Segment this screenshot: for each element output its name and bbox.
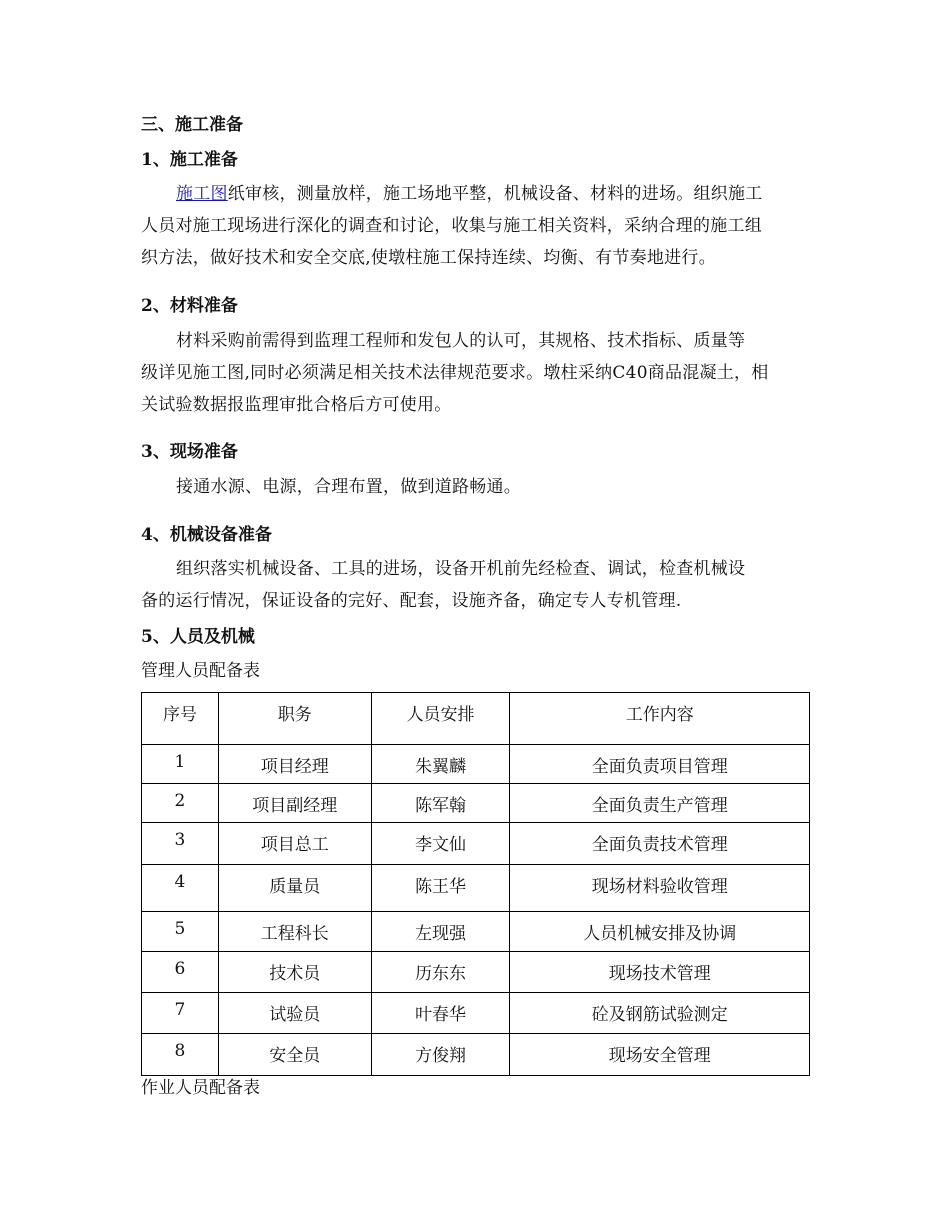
cell-duty: 全面负责项目管理 (510, 745, 810, 784)
cell-person: 陈军翰 (371, 784, 510, 823)
cell-person: 朱翼麟 (371, 745, 510, 784)
cell-duty: 现场技术管理 (510, 952, 810, 993)
paragraph-line: 备的运行情况，保证设备的完好、配套，设施齐备，确定专人专机管理. (141, 591, 682, 611)
heading-staff-machinery: 5、人员及机械 (141, 627, 255, 647)
cell-duty: 砼及钢筋试验测定 (510, 993, 810, 1034)
cell-person: 叶春华 (371, 993, 510, 1034)
cell-duty: 现场材料验收管理 (510, 865, 810, 912)
table-row (142, 865, 810, 912)
cell-duty: 现场安全管理 (510, 1034, 810, 1076)
cell-duty: 全面负责生产管理 (510, 784, 810, 823)
heading-material-prep: 2、材料准备 (141, 296, 238, 316)
table-row (142, 784, 810, 823)
cell-no: 3 (142, 823, 219, 865)
section-title: 三、施工准备 (141, 115, 243, 135)
cell-position: 试验员 (218, 993, 371, 1034)
header-cell: 人员安排 (371, 693, 510, 745)
management-staff-table (141, 692, 810, 1076)
cell-position: 安全员 (218, 1034, 371, 1076)
paragraph-equipment-prep (141, 553, 813, 617)
table-row (142, 993, 810, 1034)
header-cell: 序号 (142, 693, 219, 745)
cell-position: 项目副经理 (218, 784, 371, 823)
table-caption-workers: 作业人员配备表 (141, 1078, 260, 1098)
cell-person: 左现强 (371, 912, 510, 952)
paragraph-line: 纸审核，测量放样，施工场地平整，机械设备、材料的进场。组织施工 (227, 184, 763, 204)
cell-person: 方俊翔 (371, 1034, 510, 1076)
cell-person: 历东东 (371, 952, 510, 993)
table-row (142, 912, 810, 952)
cell-person: 李文仙 (371, 823, 510, 865)
cell-position: 项目总工 (218, 823, 371, 865)
table-row (142, 823, 810, 865)
cell-no: 8 (142, 1034, 219, 1076)
paragraph-line: 材料采购前需得到监理工程师和发包人的认可，其规格、技术指标、质量等 (176, 331, 746, 351)
paragraph-construction-prep (141, 178, 813, 274)
cell-no: 7 (142, 993, 219, 1034)
paragraph-line: 人员对施工现场进行深化的调查和讨论，收集与施工相关资料，采纳合理的施工组 (141, 216, 762, 236)
cell-no: 6 (142, 952, 219, 993)
header-cell: 职务 (218, 693, 371, 745)
heading-site-prep: 3、现场准备 (141, 442, 238, 462)
construction-drawing-link[interactable]: 施工图 (176, 184, 228, 204)
paragraph-line: 级详见施工图,同时必须满足相关技术法律规范要求。墩柱采纳C40商品混凝土，相 (141, 363, 769, 383)
heading-equipment-prep: 4、机械设备准备 (141, 525, 272, 545)
cell-no: 2 (142, 784, 219, 823)
table-row (142, 952, 810, 993)
cell-position: 技术员 (218, 952, 371, 993)
heading-construction-prep: 1、施工准备 (141, 150, 238, 170)
cell-no: 4 (142, 865, 219, 912)
table-row (142, 745, 810, 784)
cell-position: 工程科长 (218, 912, 371, 952)
paragraph-material-prep (141, 325, 813, 421)
cell-position: 质量员 (218, 865, 371, 912)
cell-duty: 人员机械安排及协调 (510, 912, 810, 952)
cell-no: 5 (142, 912, 219, 952)
paragraph-line: 织方法，做好技术和安全交底,使墩柱施工保持连续、均衡、有节奏地进行。 (141, 248, 716, 268)
header-cell: 工作内容 (510, 693, 810, 745)
paragraph-site-prep (141, 471, 813, 503)
cell-no: 1 (142, 745, 219, 784)
cell-position: 项目经理 (218, 745, 371, 784)
paragraph-line: 组织落实机械设备、工具的进场，设备开机前先经检查、调试，检查机械设 (176, 559, 746, 579)
table-row (142, 1034, 810, 1076)
cell-person: 陈王华 (371, 865, 510, 912)
paragraph-line: 接通水源、电源，合理布置，做到道路畅通。 (176, 477, 521, 497)
table-caption-management: 管理人员配备表 (141, 661, 260, 681)
paragraph-line: 关试验数据报监理审批合格后方可使用。 (141, 395, 452, 415)
table-header-row (142, 693, 810, 745)
cell-duty: 全面负责技术管理 (510, 823, 810, 865)
